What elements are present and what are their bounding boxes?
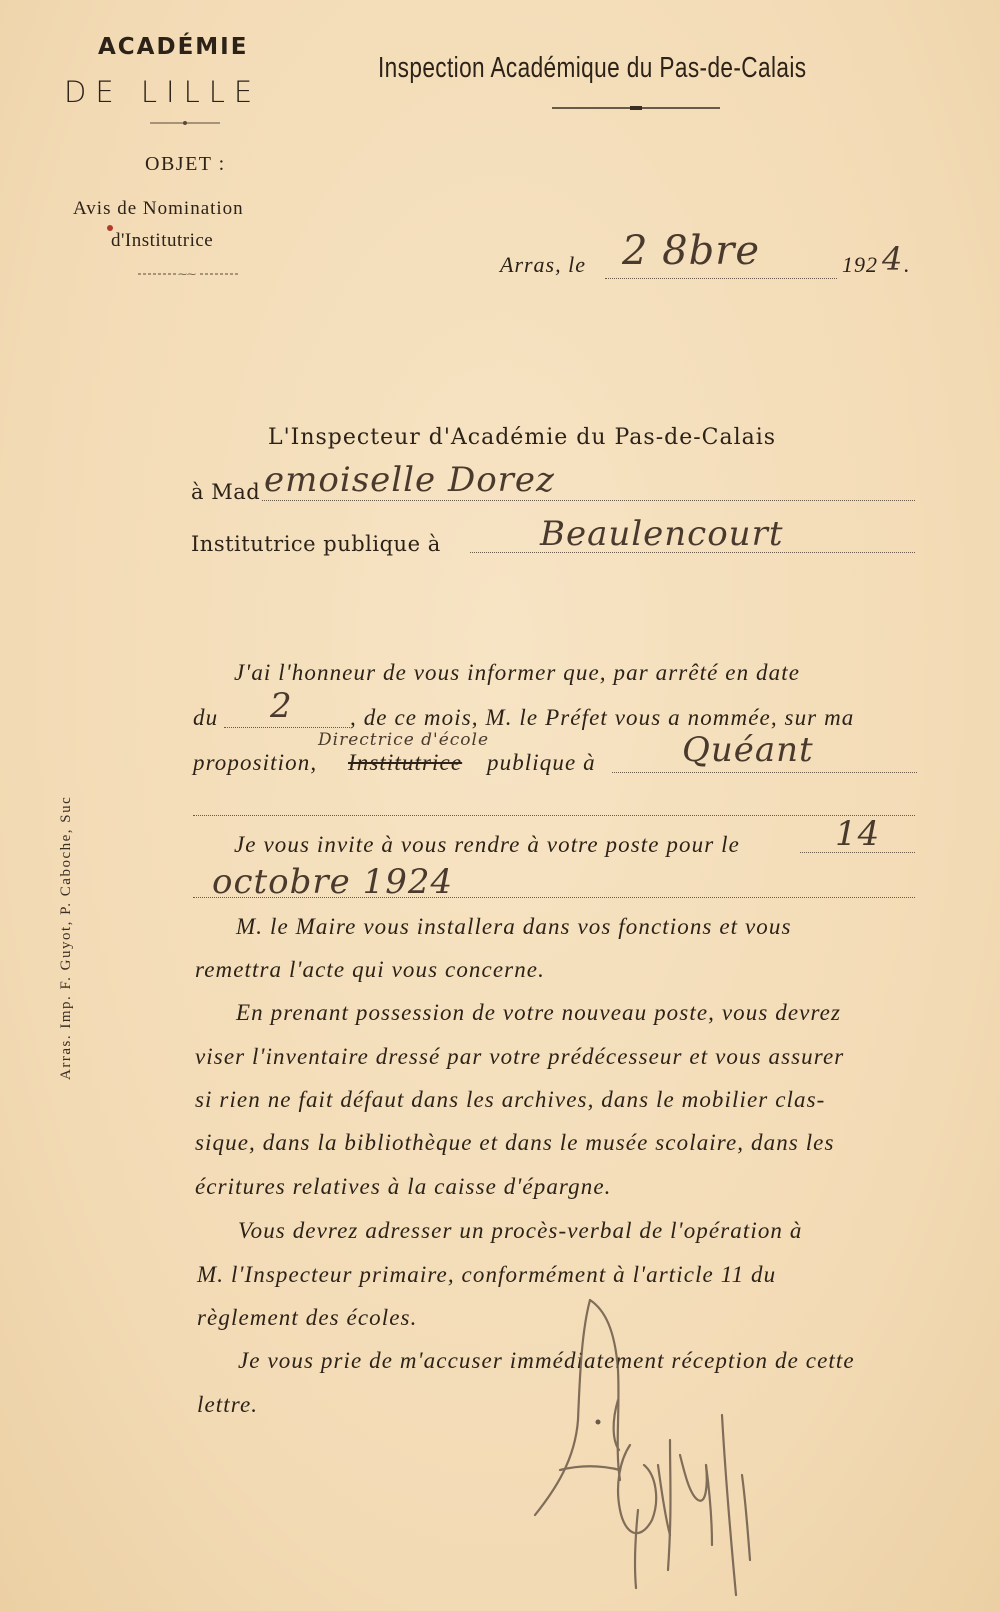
to-handwritten-name: emoiselle Dorez [264, 460, 555, 500]
p1-handwritten-place: Quéant [682, 730, 814, 770]
p1-line-1: J'ai l'honneur de vous informer que, par arrêté en date [234, 660, 801, 685]
handwritten-date: 2 8bre [622, 228, 761, 274]
red-ink-dot [106, 224, 114, 232]
date-year-printed: 192 [842, 252, 878, 277]
date-prefix: Arras, le [500, 252, 586, 277]
academie-heading: ACADÉMIE [98, 34, 249, 60]
date-year-handwritten: 4 [882, 240, 904, 278]
p2-line-1: Je vous invite à vous rendre à votre poste pour le [234, 832, 740, 857]
p5-line-3: règlement des écoles. [197, 1305, 418, 1330]
p6-line-1: Je vous prie de m'accuser immédiatement réception de cette [238, 1348, 855, 1373]
header-left-ornament [150, 118, 220, 128]
p1-line-3-struck: Institutrice [348, 750, 463, 775]
header-right-rule [552, 103, 720, 113]
academie-city: DE LILLE [64, 75, 262, 109]
p1-date-dotted [224, 727, 350, 728]
to-prefix: à Mad [191, 480, 261, 504]
p1-handwritten-day: 2 [270, 686, 293, 726]
p1-line-3-rest: publique à [487, 750, 596, 775]
signature [520, 1270, 780, 1600]
p1-line-3-prefix: proposition, [193, 750, 318, 775]
inspection-title: Inspection Académique du Pas-de-Calais [378, 52, 807, 84]
svg-text:⁓⁓: ⁓⁓ [178, 269, 196, 279]
objet-label: OBJET : [145, 153, 226, 175]
objet-line-2: d'Institutrice [111, 230, 214, 251]
post-label: Institutrice publique à [191, 532, 441, 556]
p5-line-1: Vous devrez adresser un procès-verbal de l'opération à [238, 1218, 803, 1243]
p1-line-2-du: du [193, 705, 219, 730]
p3-line-2: remettra l'acte qui vous concerne. [195, 957, 545, 982]
p4-line-3: si rien ne fait défaut dans les archives, dans le mobilier clas- [195, 1087, 826, 1112]
objet-ornament [138, 269, 238, 279]
objet-line-1: Avis de Nomination [73, 198, 244, 219]
p1-interlinear-correction: Directrice d'école [318, 730, 490, 750]
p5-line-2: M. l'Inspecteur primaire, conformément à l'article 11 du [197, 1262, 777, 1287]
from-line: L'Inspecteur d'Académie du Pas-de-Calais [268, 425, 777, 450]
p3-line-1: M. le Maire vous installera dans vos fonctions et vous [236, 914, 792, 939]
printer-imprint: Arras. Imp. F. Guyot, P. Caboche, Suc [58, 795, 74, 1080]
date-end: . [904, 252, 911, 277]
p1-blank-dotted-line [193, 815, 915, 816]
to-dotted-line [262, 500, 915, 501]
post-handwritten: Beaulencourt [540, 514, 784, 554]
p1-line-2-rest: , de ce mois, M. le Préfet vous a nommée, sur ma [350, 705, 855, 730]
p4-line-4: sique, dans la bibliothèque et dans le musée scolaire, dans les [195, 1130, 835, 1155]
p2-handwritten-month: octobre 1924 [212, 862, 454, 902]
p6-line-2: lettre. [197, 1392, 259, 1417]
p1-place-dotted [612, 772, 917, 773]
p4-line-1: En prenant possession de votre nouveau poste, vous devrez [236, 1000, 842, 1025]
p2-handwritten-day: 14 [835, 814, 881, 854]
p4-line-2: viser l'inventaire dressé par votre prédécesseur et vous assurer [195, 1044, 845, 1069]
date-dotted-line [605, 278, 837, 279]
p4-line-5: écritures relatives à la caisse d'épargne. [195, 1174, 612, 1199]
